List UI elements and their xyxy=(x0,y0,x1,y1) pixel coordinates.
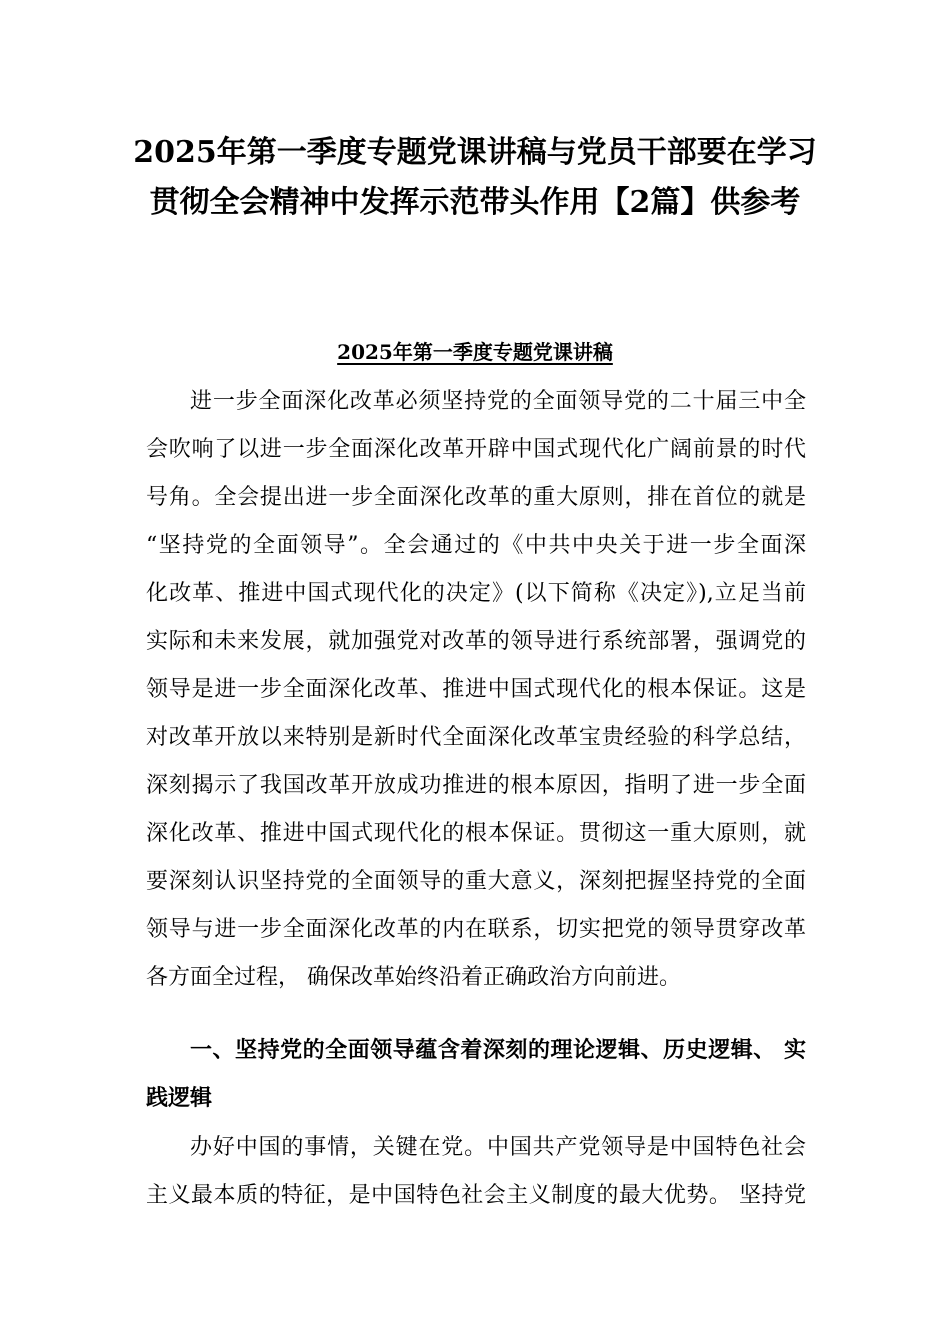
heading-line: 践逻辑 xyxy=(146,1085,213,1111)
paragraph-line: 办好中国的事情，关键在党。中国共产党领导是中国特色社会 xyxy=(190,1135,806,1160)
document-title-line: 贯彻全会精神中发挥示范带头作用【2篇】供参考 xyxy=(149,185,801,220)
paragraph-line: 化改革、推进中国式现代化的决定》(以下简称《决定》),立足当前 xyxy=(146,581,806,606)
paragraph-2 xyxy=(146,1124,806,1220)
heading-1 xyxy=(146,1026,806,1122)
paragraph-line: 主义最本质的特征，是中国特色社会主义制度的最大优势。 坚持党 xyxy=(146,1183,806,1208)
paragraph-line: 实际和未来发展，就加强党对改革的领导进行系统部署，强调党的 xyxy=(146,629,806,654)
paragraph-line: 深化改革、推进中国式现代化的根本保证。贯彻这一重大原则，就 xyxy=(146,821,806,846)
paragraph-line: “坚持党的全面领导”。全会通过的《中共中央关于进一步全面深 xyxy=(146,533,806,558)
document-title xyxy=(100,128,850,228)
document-title-line: 2025年第一季度专题党课讲稿与党员干部要在学习 xyxy=(133,135,817,170)
paragraph-line: 各方面全过程， 确保改革始终沿着正确政治方向前进。 xyxy=(146,965,681,990)
section-title: 2025年第一季度专题党课讲稿 xyxy=(337,340,613,364)
paragraph-line: 对改革开放以来特别是新时代全面深化改革宝贵经验的科学总结， xyxy=(146,725,806,750)
paragraph-line: 领导是进一步全面深化改革、推进中国式现代化的根本保证。这是 xyxy=(146,677,806,702)
paragraph-line: 深刻揭示了我国改革开放成功推进的根本原因，指明了进一步全面 xyxy=(146,773,806,798)
paragraph-line: 进一步全面深化改革必须坚持党的全面领导党的二十届三中全 xyxy=(190,389,806,414)
paragraph-line: 会吹响了以进一步全面深化改革开辟中国式现代化广阔前景的时代 xyxy=(146,437,806,462)
paragraph-1 xyxy=(146,378,806,1002)
paragraph-line: 要深刻认识坚持党的全面领导的重大意义，深刻把握坚持党的全面 xyxy=(146,869,806,894)
heading-line: 一、坚持党的全面领导蕴含着深刻的理论逻辑、历史逻辑、 实 xyxy=(190,1037,806,1063)
paragraph-line: 号角。全会提出进一步全面深化改革的重大原则，排在首位的就是 xyxy=(146,485,806,510)
paragraph-line: 领导与进一步全面深化改革的内在联系，切实把党的领导贯穿改革 xyxy=(146,917,806,942)
